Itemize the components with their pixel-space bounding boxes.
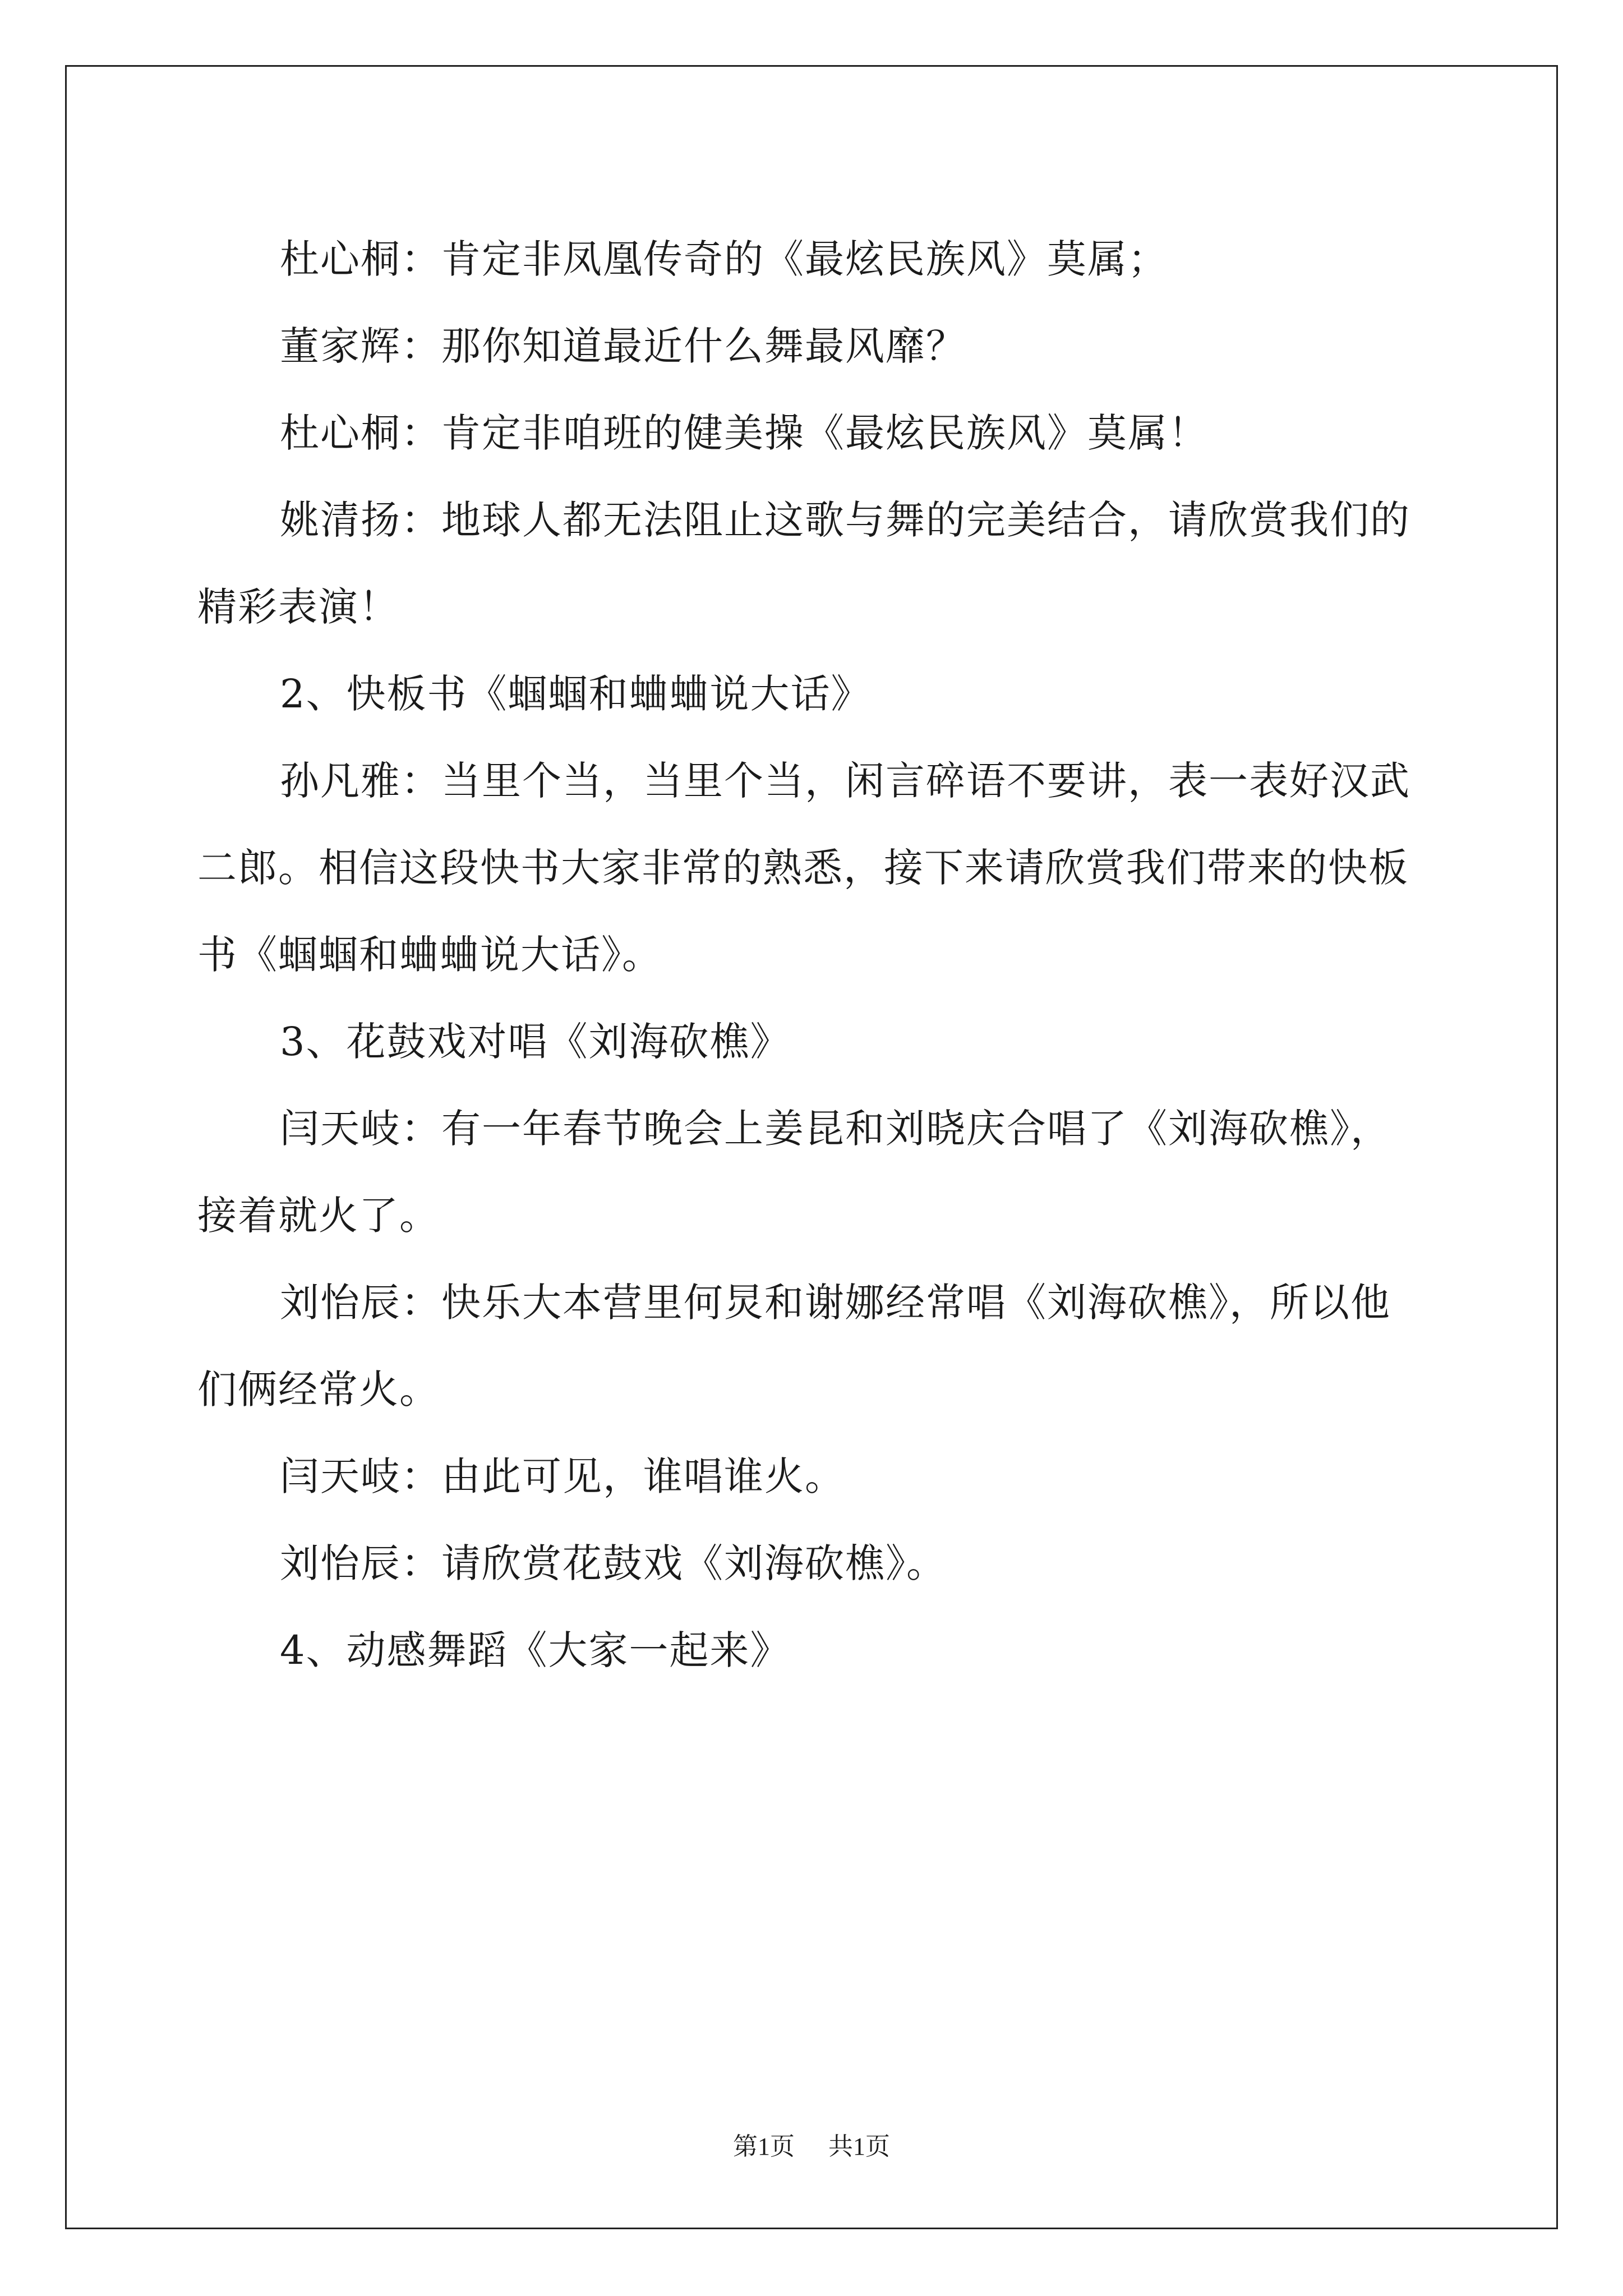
paragraph: 闫天岐：由此可见，谁唱谁火。 — [280, 1453, 845, 1499]
paragraph: 刘怡辰：请欣赏花鼓戏《刘海砍樵》。 — [280, 1540, 947, 1586]
section-heading: 2、快板书《蝈蝈和蛐蛐说大话》 — [280, 671, 872, 717]
section-heading: 3、花鼓戏对唱《刘海砍樵》 — [280, 1019, 791, 1065]
section-heading: 4、动感舞蹈《大家一起来》 — [280, 1627, 791, 1673]
paragraph: 孙凡雅：当里个当，当里个当，闲言碎语不要讲，表一表好汉武二郎。相信这段快书大家非常的熟悉，接下来请欣赏我们带来的快板书《蝈蝈和蛐蛐说大话》。 — [197, 758, 1410, 978]
page-footer — [0, 2126, 1623, 2162]
document-body — [197, 216, 1427, 1694]
paragraph: 董家辉：那你知道最近什么舞最风靡？ — [280, 323, 966, 369]
paragraph: 闫天岐：有一年春节晚会上姜昆和刘晓庆合唱了《刘海砍樵》，接着就火了。 — [197, 1106, 1391, 1239]
paragraph: 杜心桐：肯定非凤凰传奇的《最炫民族风》莫属； — [280, 236, 1168, 282]
paragraph: 刘怡辰：快乐大本营里何炅和谢娜经常唱《刘海砍樵》，所以他们俩经常火。 — [197, 1280, 1391, 1412]
paragraph: 姚清扬：地球人都无法阻止这歌与舞的完美结合，请欣赏我们的精彩表演！ — [197, 497, 1410, 630]
paragraph: 杜心桐：肯定非咱班的健美操《最炫民族风》莫属！ — [280, 410, 1209, 456]
page-total: 共1页 — [828, 2133, 890, 2160]
page-number: 第1页 — [733, 2133, 795, 2160]
